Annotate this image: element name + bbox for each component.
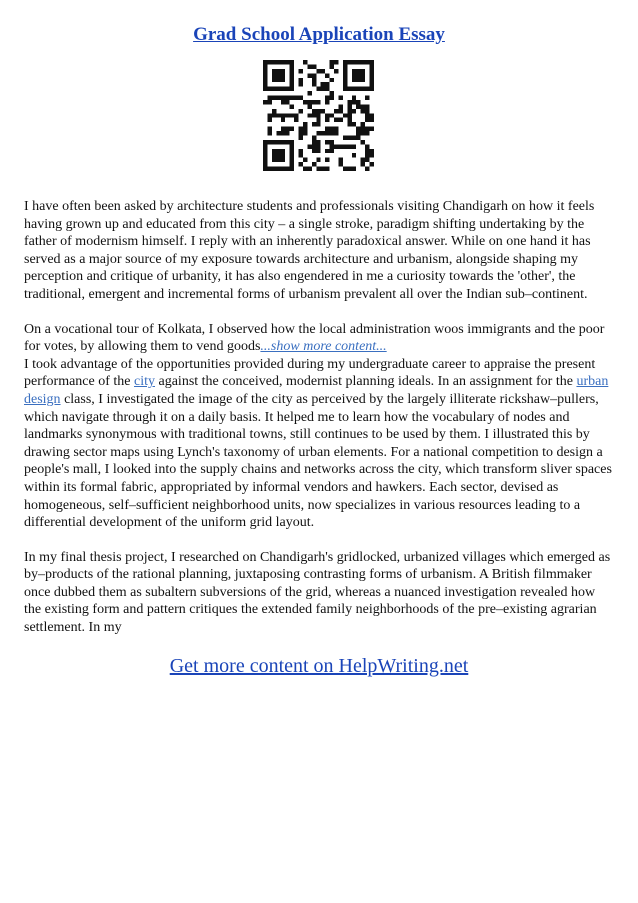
essay-paragraph-3-text-a: I took advantage of the opportunities provided during my undergraduate career to appraise the present performance of the: [24, 356, 596, 390]
document-title-link[interactable]: Grad School Application Essay: [193, 24, 445, 45]
essay-paragraph-3: [24, 356, 614, 532]
essay-paragraph-4: In my final thesis project, I researched on Chandigarh's gridlocked, urbanized villages which emerged as by–products of the rational planning, juxtaposing contrasting forms of urbanism. A British filmmaker once dubbed them as subaltern subversions of the grid, whereas a nuanced investigation revealed how the existing form and pattern critiques the extended family neighborhoods of the pre–existing agrarian settlement. In my: [24, 549, 611, 636]
show-more-link[interactable]: ...show more content...: [260, 339, 387, 355]
essay-paragraph-1: I have often been asked by architecture students and professionals visiting Chandigarh on how it feels having grown up and educated from this city – a single stroke, paradigm shifting undertaking by the father of modernism himself. I reply with an inherently paradoxical answer. While on one hand it has served as a major source of my exposure towards architecture and urbanism, alongside shaping my perception and critique of urbanity, it has also engendered in me a curiosity towards the 'other', the traditional, emergent and incremental forms of urbanism prevalent all over the Indian sub–continent.: [24, 199, 595, 302]
city-link[interactable]: city: [134, 374, 155, 390]
qr-code-icon: [263, 60, 374, 171]
essay-body: [24, 198, 614, 654]
essay-paragraph-2-text: On a vocational tour of Kolkata, I observed how the local administration woos immigrants and the poor for votes, by allowing them to vend goods: [24, 321, 605, 355]
essay-paragraph-3-text-c: class, I investigated the image of the city as perceived by the largely illiterate rickshaw–pullers, which navigate through it on a daily basis. It helped me to learn how the vocabulary of nodes and landmarks synonymous with traditional towns, still continues to be used by them. I illustrated this by drawing sector maps using Lynch's taxonomy of urban elements. For a national competition to design a people's mall, I looked into the supply chains and networks across the city, which transform sliver spaces within its formal fabric, appropriated by informal vendors and hawkers. Each sector, devised as homogeneous, self–sufficient neighborhood units, now specializes in various resources leading to a differential development of the uniform grid layout.: [24, 391, 612, 531]
essay-paragraph-3-text-b: against the conceived, modernist planning ideals. In an assignment for the: [155, 374, 577, 390]
get-more-content-link[interactable]: Get more content on HelpWriting.net: [169, 655, 469, 677]
essay-paragraph-2: [24, 321, 614, 356]
urban-design-link[interactable]: urban design: [24, 374, 609, 407]
